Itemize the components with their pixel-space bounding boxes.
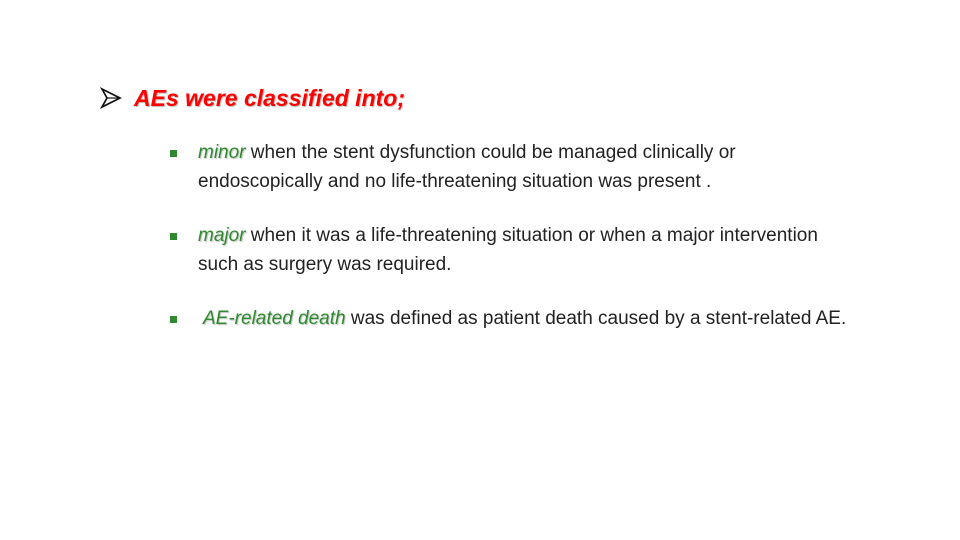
list-item-death	[168, 304, 848, 333]
list-item-major	[168, 221, 848, 279]
arrow-bullet-icon	[100, 87, 122, 109]
term-major: major	[198, 225, 246, 246]
definition-ae-related-death: was defined as patient death caused by a stent-related AE.	[345, 308, 847, 329]
term-ae-related-death: AE-related death	[203, 308, 346, 329]
square-bullet-icon	[170, 233, 177, 240]
slide-heading	[100, 80, 860, 116]
square-bullet-icon	[170, 316, 177, 323]
list-item-minor	[168, 138, 848, 196]
square-bullet-icon	[170, 150, 177, 157]
definition-major: when it was a life-threatening situation or when a major intervention such as surgery was required.	[198, 225, 818, 275]
classification-list	[168, 138, 848, 358]
definition-minor: when the stent dysfunction could be managed clinically or endoscopically and no life-threatening situation was present .	[198, 142, 736, 192]
term-minor: minor	[198, 142, 246, 163]
heading-text: AEs were classified into;	[134, 84, 405, 111]
